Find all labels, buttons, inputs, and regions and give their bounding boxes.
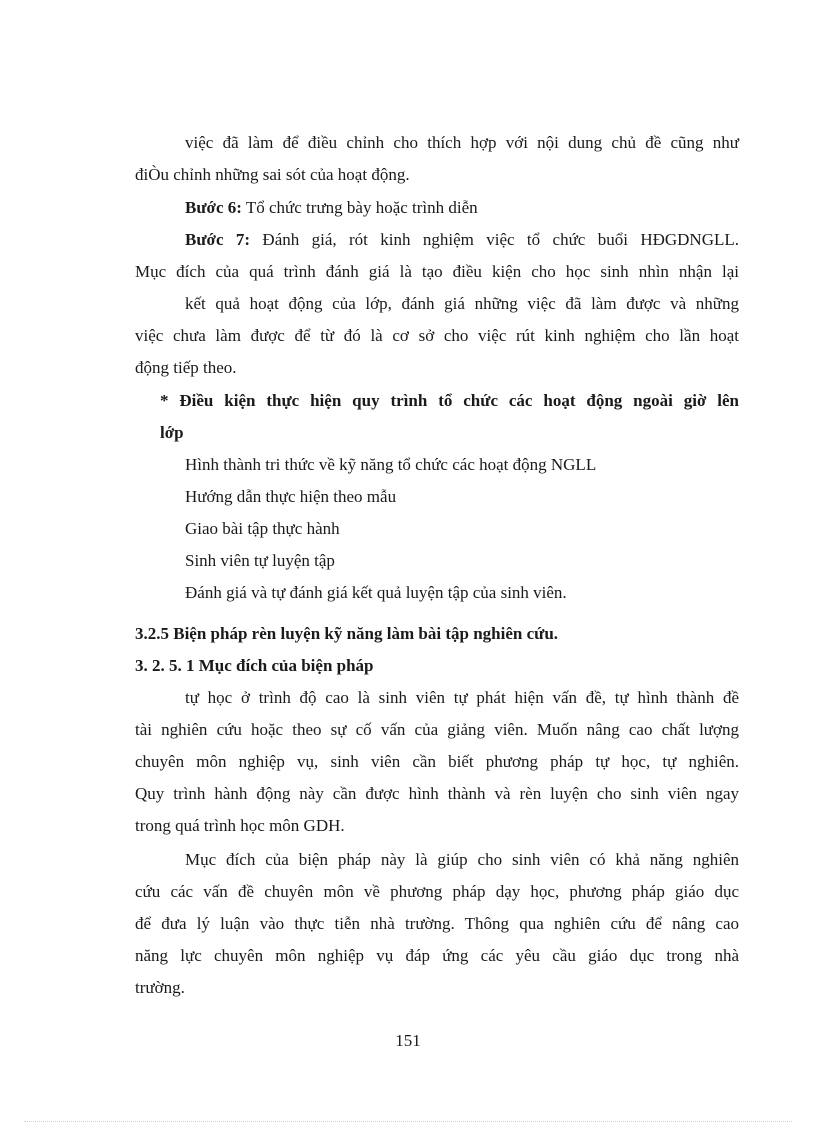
section-heading: 3.2.5 Biện pháp rèn luyện kỹ năng làm bài tập nghiên cứu. xyxy=(135,624,559,643)
paragraph-line: trường. xyxy=(135,978,185,997)
step-6-line xyxy=(185,197,739,219)
step-7-label: Bước 7: xyxy=(185,230,251,249)
paragraph-line: năng lực chuyên môn nghiệp vụ đáp ứng các yêu cầu giáo dục trong nhà xyxy=(135,946,739,965)
paragraph-line: động tiếp theo. xyxy=(135,358,237,377)
step-7-text: Đánh giá, rót kinh nghiệm việc tổ chức buổi HĐGDNGLL. xyxy=(250,230,739,249)
paragraph-line: Mục đích của biện pháp này là giúp cho sinh viên có khả năng nghiên xyxy=(185,850,739,869)
paragraph-line: cứu các vấn đề chuyên môn về phương pháp dạy học, phương pháp giáo dục xyxy=(135,882,739,901)
step-6-text: Tổ chức trưng bày hoặc trình diễn xyxy=(241,198,478,217)
paragraph-line: việc chưa làm được để từ đó là cơ sở cho việc rút kinh nghiệm cho lần hoạt xyxy=(135,326,739,345)
paragraph-line: việc đã làm để điều chỉnh cho thích hợp với nội dung chủ đề cũng như xyxy=(185,133,739,152)
list-item: Giao bài tập thực hành xyxy=(185,519,340,538)
paragraph-line: Quy trình hành động này cần được hình thành và rèn luyện cho sinh viên ngay xyxy=(135,784,739,803)
paragraph-line: để đưa lý luận vào thực tiễn nhà trường. Thông qua nghiên cứu để nâng cao xyxy=(135,914,739,933)
list-item: Sinh viên tự luyện tập xyxy=(185,551,335,570)
conditions-heading: * Điều kiện thực hiện quy trình tổ chức các hoạt động ngoài giờ lên xyxy=(160,391,739,410)
list-item: Hình thành tri thức về kỹ năng tổ chức các hoạt động NGLL xyxy=(185,455,597,474)
paragraph-line: kết quả hoạt động của lớp, đánh giá những việc đã làm được và những xyxy=(185,294,739,313)
page-edge-divider xyxy=(24,1121,792,1122)
paragraph-line: chuyên môn nghiệp vụ, sinh viên cần biết phương pháp tự học, tự nghiên. xyxy=(135,752,739,771)
list-item: Đánh giá và tự đánh giá kết quả luyện tập của sinh viên. xyxy=(185,583,567,602)
list-item: Hướng dẫn thực hiện theo mẫu xyxy=(185,487,397,506)
step-6-label: Bước 6: xyxy=(185,198,242,217)
step-7-line xyxy=(185,229,739,251)
conditions-heading-cont: lớp xyxy=(160,423,184,442)
subsection-heading: 3. 2. 5. 1 Mục đích của biện pháp xyxy=(135,656,374,675)
paragraph-line: Mục đích của quá trình đánh giá là tạo điều kiện cho học sinh nhìn nhận lại xyxy=(135,262,739,281)
paragraph-line: trong quá trình học môn GDH. xyxy=(135,816,345,835)
paragraph-line: tự học ở trình độ cao là sinh viên tự phát hiện vấn đề, tự hình thành đề xyxy=(185,688,739,707)
paragraph-line: tài nghiên cứu hoặc theo sự cố vấn của giảng viên. Muốn nâng cao chất lượng xyxy=(135,720,739,739)
page-number: 151 xyxy=(395,1031,421,1050)
paragraph-line: điÒu chỉnh những sai sót của hoạt động. xyxy=(135,165,410,184)
